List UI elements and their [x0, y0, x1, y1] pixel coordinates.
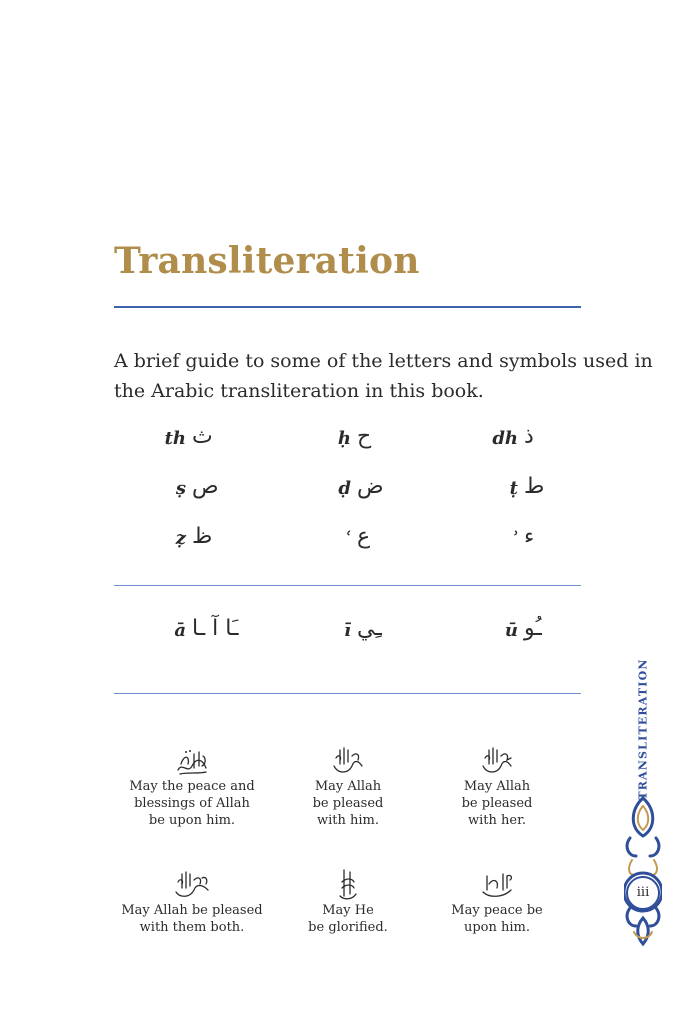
roman-vowel: ī	[344, 620, 351, 641]
eulogy-item	[273, 744, 423, 829]
vowel-pair-a	[130, 618, 250, 654]
intro-line-1: A brief guide to some of the letters and symbols used in	[114, 350, 653, 372]
eulogy-item	[117, 868, 267, 936]
roman-letter: ʾ	[511, 528, 518, 549]
eulogy-item	[117, 744, 267, 829]
eulogy-text: May Allah be pleased with them both.	[121, 903, 263, 935]
roman-letter: ḥ	[337, 428, 351, 449]
table-divider	[114, 585, 581, 586]
eulogy-item	[422, 744, 572, 829]
eulogy-text: May He be glorified.	[308, 903, 388, 935]
letter-pair-ayn	[295, 526, 415, 562]
letter-pair-dh	[462, 426, 582, 462]
arabic-letter: ح	[357, 424, 372, 449]
radiyallahu-anha-calligraphy-icon	[477, 744, 517, 778]
jalla-jalaluhu-calligraphy-icon	[328, 868, 368, 902]
arabic-letter: ص	[192, 474, 219, 499]
page-title: Transliteration	[114, 240, 420, 282]
letter-pair-s-dot	[130, 476, 250, 512]
letter-pair-t-dot	[462, 476, 582, 512]
roman-letter: ṣ	[175, 478, 186, 499]
eulogy-text: May Allah be pleased with him.	[312, 779, 384, 828]
arabic-letter: ذ	[524, 424, 534, 449]
roman-letter: dh	[492, 428, 518, 449]
letter-pair-d-dot	[295, 476, 415, 512]
arabic-letter: ع	[357, 524, 371, 549]
roman-letter: ʿ	[344, 528, 351, 549]
arabic-letter: ط	[524, 474, 545, 499]
arabic-vowel: ـُو	[524, 616, 542, 641]
letter-pair-h-dot	[295, 426, 415, 462]
page-number: iii	[626, 876, 660, 910]
arabic-letter: ض	[357, 474, 384, 499]
roman-vowel: ā	[174, 620, 186, 641]
roman-letter: ḍ	[338, 478, 351, 499]
arabic-letter: ث	[192, 424, 213, 449]
eulogy-item	[273, 868, 423, 936]
salawat-calligraphy-icon	[172, 744, 212, 778]
arabic-letter: ظ	[192, 524, 213, 549]
eulogy-text: May peace be upon him.	[451, 903, 543, 935]
eulogy-item	[422, 868, 572, 936]
arabic-vowel: ـَا آ ـا	[192, 616, 239, 641]
intro-line-2: the Arabic transliteration in this book.	[114, 380, 484, 402]
arabic-letter: ء	[524, 524, 535, 549]
alayhis-salam-calligraphy-icon	[477, 868, 517, 902]
eulogy-text: May the peace and blessings of Allah be upon him.	[129, 779, 255, 828]
roman-letter: th	[164, 428, 186, 449]
intro-paragraph	[114, 346, 653, 406]
roman-vowel: ū	[504, 620, 518, 641]
side-label-text: TRANSLITERATION	[636, 658, 650, 800]
letter-pair-z-dot	[130, 526, 250, 562]
section-side-label	[628, 658, 658, 800]
vowel-pair-u	[462, 618, 582, 654]
roman-letter: ṭ	[509, 478, 518, 499]
radiyallahu-anhuma-calligraphy-icon	[172, 868, 212, 902]
title-underline	[114, 306, 581, 308]
vowel-pair-i	[295, 618, 415, 654]
letter-pair-hamza	[462, 526, 582, 562]
arabic-vowel: ـِي	[357, 616, 382, 641]
radiyallahu-anhu-calligraphy-icon	[328, 744, 368, 778]
eulogy-text: May Allah be pleased with her.	[461, 779, 533, 828]
vowel-divider	[114, 693, 581, 694]
roman-letter: ẓ	[175, 528, 186, 549]
letter-pair-th	[130, 426, 250, 462]
